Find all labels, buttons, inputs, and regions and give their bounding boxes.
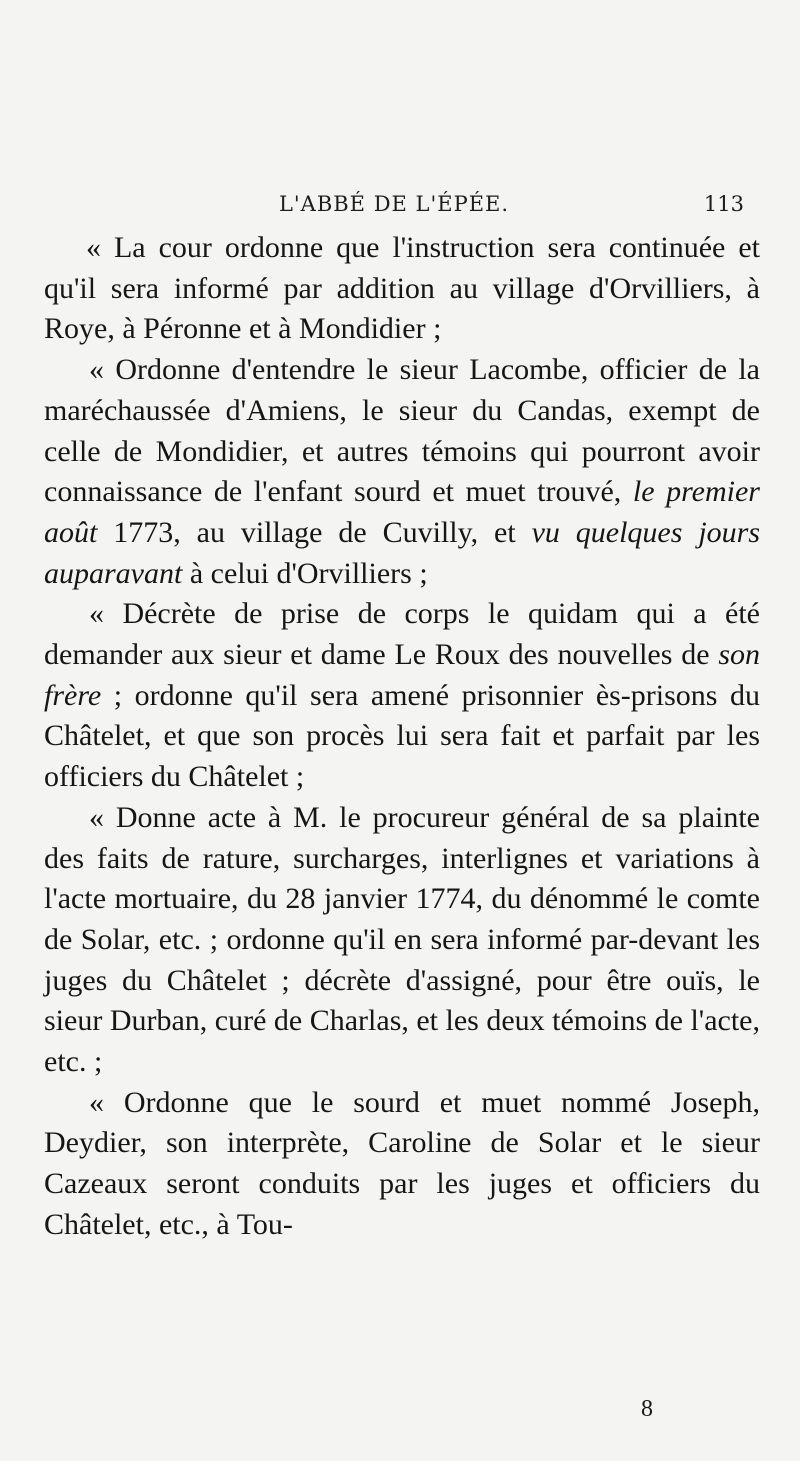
paragraph: [44, 350, 760, 594]
paragraph: [44, 798, 760, 1083]
paragraph: [44, 594, 760, 798]
page-body: [44, 228, 760, 1246]
italic-segment: le premier août: [44, 475, 760, 549]
text-segment: « Donne acte à M. le procureur général de sa plainte des faits de rature, surcharges, interlignes et variations à l'acte mortuaire, du 28 janvier 1774, du dénommé le comte de Solar, etc. ; ordonne qu'il en sera informé par-devant les juges du Châtelet ; décrète d'assigné, pour être ouïs, le sieur Durban, curé de Charlas, et les deux témoins de l'acte, etc. ;: [44, 800, 760, 1079]
signature-mark: 8: [641, 1396, 653, 1422]
page-header: [44, 192, 744, 222]
text-segment: ; ordonne qu'il sera amené prisonnier ès-prisons du Châtelet, et que son procès lui sera fait et parfait par les officiers du Châtelet ;: [44, 678, 760, 794]
paragraph: [44, 1083, 760, 1246]
text-segment: « Ordonne que le sourd et muet nommé Joseph, Deydier, son interprète, Caroline de Solar et le sieur Cazeaux seront conduits par les juges et officiers du Châtelet, etc., à Tou-: [44, 1085, 760, 1241]
page-number: 113: [703, 192, 744, 216]
paragraph: [44, 228, 760, 350]
text-segment: « Ordonne d'entendre le sieur Lacombe, officier de la maréchaussée d'Amiens, le sieur du Candas, exempt de celle de Mondidier, et autres témoins qui pourront avoir connaissance de l'enfant sourd et muet trouvé,: [44, 353, 760, 509]
text-segment: 1773, au village de Cuvilly, et: [97, 515, 532, 549]
text-segment: à celui d'Orvilliers ;: [182, 556, 428, 590]
running-title: L'ABBÉ DE L'ÉPÉE.: [278, 192, 510, 216]
text-segment: « Décrète de prise de corps le quidam qui a été demander aux sieur et dame Le Roux des nouvelles de: [44, 597, 760, 672]
italic-segment: son frère: [44, 638, 760, 712]
italic-segment: vu quelques jours auparavant: [44, 515, 761, 590]
text-segment: « La cour ordonne que l'instruction sera continuée et qu'il sera informé par addition au village d'Orvilliers, à Roye, à Péronne et à Mondidier ;: [44, 231, 760, 346]
